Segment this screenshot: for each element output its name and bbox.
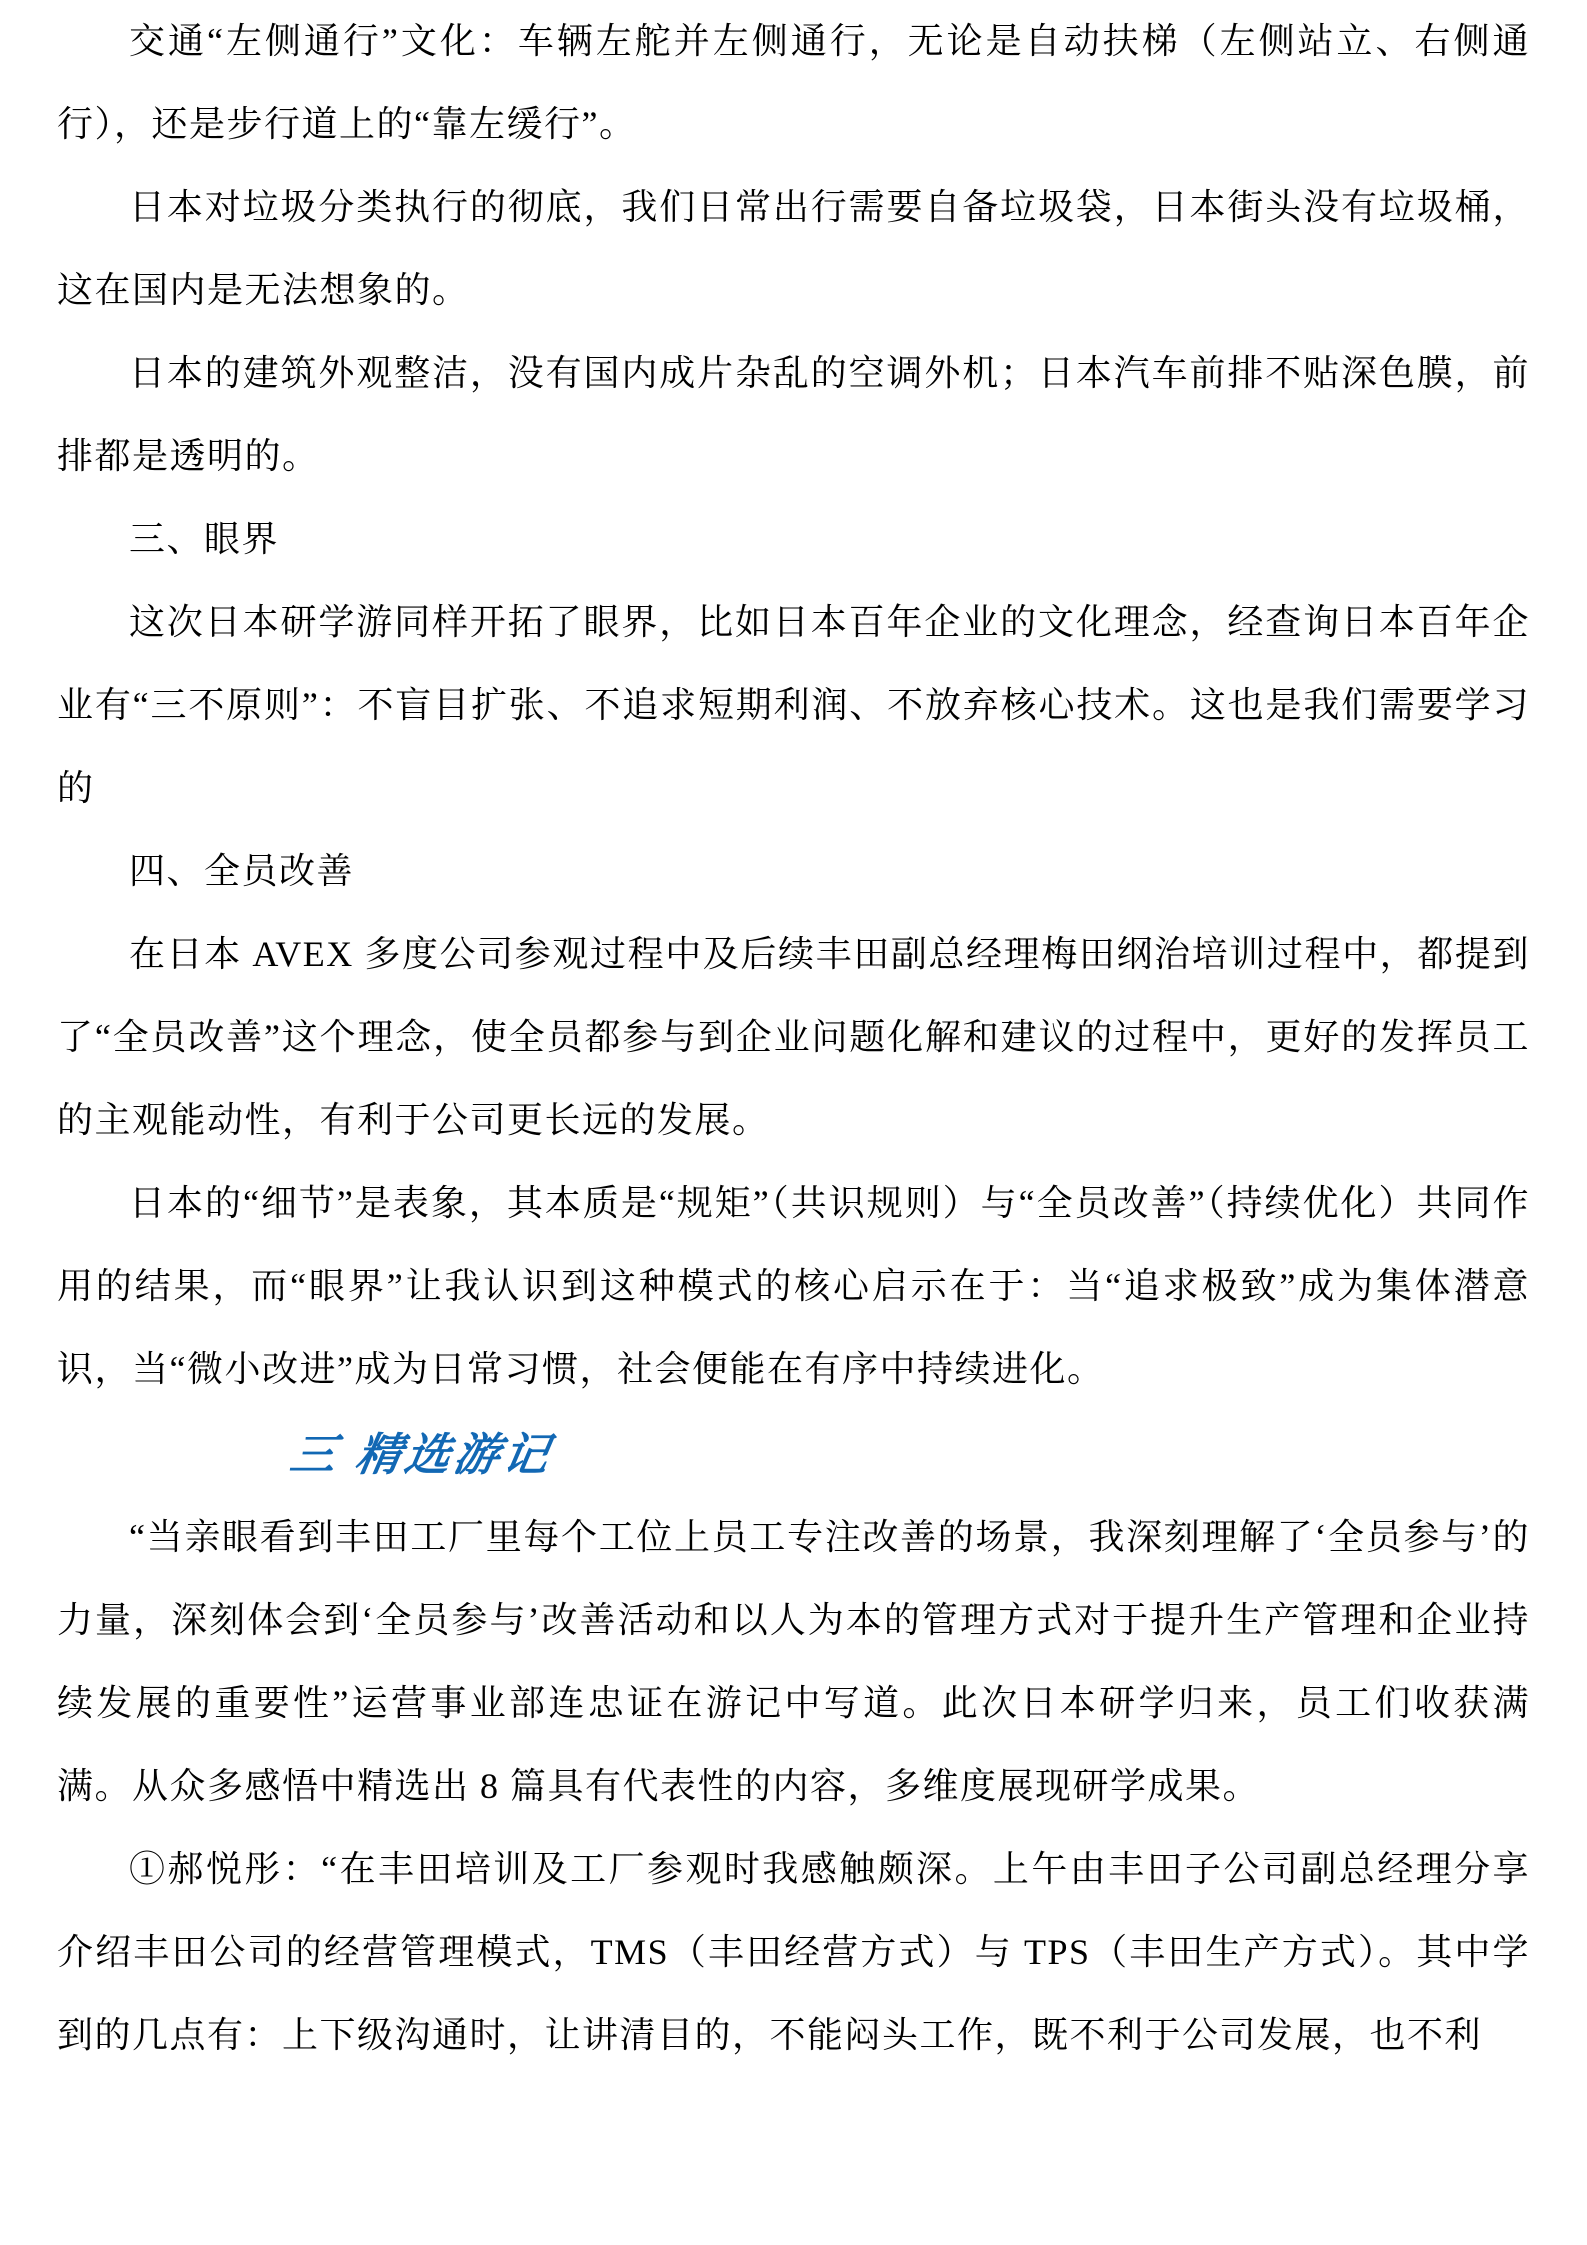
chapter-heading-text: 三 精选游记 xyxy=(286,1429,558,1480)
heading-section-four-kaizen: 四、全员改善 xyxy=(129,851,355,891)
chapter-heading-selected-travel-notes xyxy=(57,1411,1530,1496)
paragraph-avex-toyota-kaizen: 在日本 AVEX 多度公司参观过程中及后续丰田副总经理梅田纲治培训过程中，都提到了“全员改善”这个理念，使全员都参与到企业问题化解和建议的过程中，更好的发挥员工的主观能动性，有利于公司更长远的发展。 xyxy=(57,934,1530,1140)
paragraph-details-essence-summary: 日本的“细节”是表象，其本质是“规矩”（共识规则）与“全员改善”（持续优化）共同作用的结果，而“眼界”让我认识到这种模式的核心启示在于：当“追求极致”成为集体潜意识，当“微小改进”成为日常习惯，社会便能在有序中持续进化。 xyxy=(57,1183,1530,1389)
paragraph-vision-hundred-year-enterprises: 这次日本研学游同样开拓了眼界，比如日本百年企业的文化理念，经查询日本百年企业有“三不原则”：不盲目扩张、不追求短期利润、不放弃核心技术。这也是我们需要学习的 xyxy=(57,602,1530,808)
paragraph-building-exterior: 日本的建筑外观整洁，没有国内成片杂乱的空调外机；日本汽车前排不贴深色膜，前排都是透明的。 xyxy=(57,353,1530,476)
paragraph-note-1-hao-yuetong: ①郝悦彤：“在丰田培训及工厂参观时我感触颇深。上午由丰田子公司副总经理分享介绍丰田公司的经营管理模式，TMS（丰田经营方式）与 TPS（丰田生产方式）。其中学到的几点有：上下级沟通时，让讲清目的，不能闷头工作，既不利于公司发展，也不利 xyxy=(57,1849,1530,2055)
paragraph-garbage-sorting: 日本对垃圾分类执行的彻底，我们日常出行需要自备垃圾袋，日本街头没有垃圾桶，这在国内是无法想象的。 xyxy=(57,187,1530,310)
paragraph-traffic-left-side-culture: 交通“左侧通行”文化：车辆左舵并左侧通行，无论是自动扶梯（左侧站立、右侧通行），还是步行道上的“靠左缓行”。 xyxy=(57,21,1530,144)
heading-section-three-vision: 三、眼界 xyxy=(129,519,280,559)
paragraph-toyota-factory-quote: “当亲眼看到丰田工厂里每个工位上员工专注改善的场景，我深刻理解了‘全员参与’的力量，深刻体会到‘全员参与’改善活动和以人为本的管理方式对于提升生产管理和企业持续发展的重要性”运营事业部连忠证在游记中写道。此次日本研学归来，员工们收获满满。从众多感悟中精选出 8 篇具有代表性的内容，多维度展现研学成果。 xyxy=(57,1517,1530,1806)
